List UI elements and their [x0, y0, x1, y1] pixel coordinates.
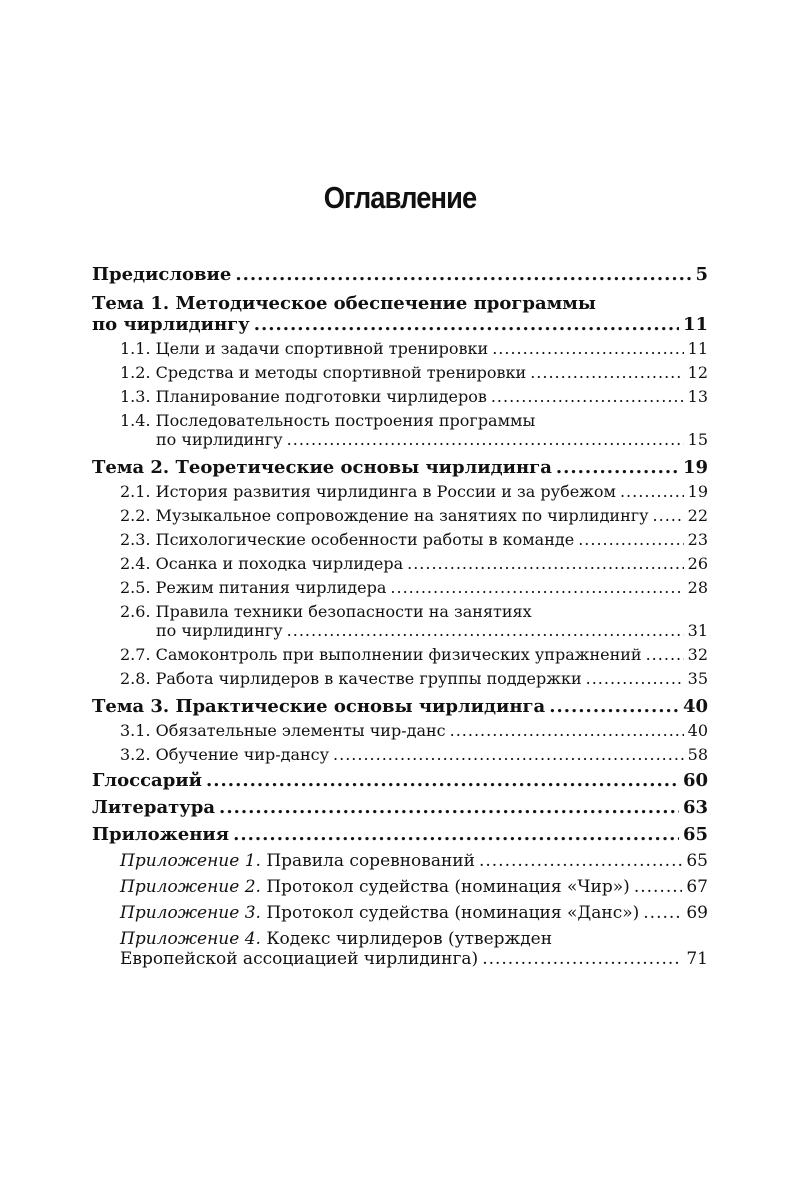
page-number: 65: [682, 824, 708, 845]
toc-entry-2-2[interactable]: [92, 506, 708, 525]
entry-title: Тема 3. Практические основы чирлидинга: [92, 696, 546, 717]
dot-leader: [646, 645, 684, 664]
page-number: 58: [687, 745, 708, 764]
dot-leader: [491, 387, 684, 406]
entry-title: 1.1. Цели и задачи спортивной тренировки: [120, 339, 489, 358]
page-number: 71: [686, 949, 708, 969]
dot-leader: [233, 824, 679, 845]
dot-leader: [653, 506, 684, 525]
entry-title: Приложения: [92, 824, 230, 845]
toc-entry-appendices[interactable]: [92, 824, 708, 845]
entry-title: по чирлидингу: [156, 430, 283, 449]
page-number: 13: [687, 387, 708, 406]
dot-leader: [254, 314, 679, 335]
toc-entry-topic-1[interactable]: [92, 293, 708, 335]
dot-leader: [643, 903, 682, 923]
entry-title: 2.5. Режим питания чирлидера: [120, 578, 387, 597]
page-number: 5: [695, 264, 708, 285]
page-number: 60: [682, 770, 708, 791]
entry-title: 3.2. Обучение чир-дансу: [120, 745, 330, 764]
toc-entry-1-3[interactable]: [92, 387, 708, 406]
dot-leader: [390, 578, 683, 597]
appendix-label: Приложение 1.: [120, 851, 261, 871]
page-number: 63: [682, 797, 708, 818]
toc-entry-1-2[interactable]: [92, 363, 708, 382]
toc-entry-literature[interactable]: [92, 797, 708, 818]
dot-leader: [549, 696, 679, 717]
entry-title: 2.8. Работа чирлидеров в качестве группы поддержки: [120, 669, 582, 688]
dot-leader: [578, 530, 683, 549]
dot-leader: [482, 949, 682, 969]
entry-title: 3.1. Обязательные элементы чир-данс: [120, 721, 446, 740]
page-number: 11: [687, 339, 708, 358]
dot-leader: [492, 339, 683, 358]
dot-leader: [333, 745, 684, 764]
dot-leader: [407, 554, 684, 573]
page-number: 31: [687, 621, 708, 640]
page-number: 40: [687, 721, 708, 740]
entry-title: 2.7. Самоконтроль при выполнении физических упражнений: [120, 645, 642, 664]
dot-leader: [479, 851, 682, 871]
toc-entry-topic-3[interactable]: [92, 696, 708, 717]
toc-entry-2-3[interactable]: [92, 530, 708, 549]
toc-entry-3-2[interactable]: [92, 745, 708, 764]
entry-title: Протокол судейства (номинация «Чир»): [266, 877, 630, 897]
entry-title: по чирлидингу: [156, 621, 283, 640]
entry-title: Правила соревнований: [266, 851, 475, 871]
entry-title-line-1: 2.6. Правила техники безопасности на занятиях: [120, 602, 532, 621]
appendix-label: Приложение 2.: [120, 877, 261, 897]
page-number: 32: [687, 645, 708, 664]
dot-leader: [450, 721, 684, 740]
dot-leader: [586, 669, 684, 688]
page-title: Оглавление: [323, 180, 477, 215]
entry-title: Литература: [92, 797, 216, 818]
page-number: 40: [682, 696, 708, 717]
toc-entry-2-1[interactable]: [92, 482, 708, 501]
entry-title: 2.2. Музыкальное сопровождение на занятиях по чирлидингу: [120, 506, 649, 525]
page-number: 15: [687, 430, 708, 449]
dot-leader: [620, 482, 684, 501]
dot-leader: [556, 457, 679, 478]
toc-entry-appendix-3[interactable]: [92, 903, 708, 923]
toc-entry-glossary[interactable]: [92, 770, 708, 791]
page-number: 69: [686, 903, 708, 923]
page-number: 65: [686, 851, 708, 871]
appendix-label: Приложение 4.: [120, 929, 261, 949]
toc-entry-preface[interactable]: [92, 264, 708, 285]
page-number: 19: [687, 482, 708, 501]
entry-title-line-1: 1.4. Последовательность построения программы: [120, 411, 536, 430]
page-number: 22: [687, 506, 708, 525]
page-number: 67: [686, 877, 708, 897]
table-of-contents: [92, 264, 708, 969]
entry-title: 1.2. Средства и методы спортивной тренировки: [120, 363, 527, 382]
entry-title-line-1: Кодекс чирлидеров (утвержден: [266, 929, 553, 949]
entry-title: Предисловие: [92, 264, 232, 285]
entry-title: Тема 2. Теоретические основы чирлидинга: [92, 457, 552, 478]
dot-leader: [287, 621, 684, 640]
toc-entry-2-6[interactable]: [92, 602, 708, 640]
toc-entry-appendix-4[interactable]: [92, 929, 708, 969]
appendix-label: Приложение 3.: [120, 903, 261, 923]
page-number: 23: [687, 530, 708, 549]
toc-entry-3-1[interactable]: [92, 721, 708, 740]
entry-title: 2.1. История развития чирлидинга в России и за рубежом: [120, 482, 616, 501]
toc-entry-2-4[interactable]: [92, 554, 708, 573]
toc-entry-appendix-2[interactable]: [92, 877, 708, 897]
page-number: 19: [682, 457, 708, 478]
page-number: 26: [687, 554, 708, 573]
toc-entry-2-5[interactable]: [92, 578, 708, 597]
toc-entry-2-7[interactable]: [92, 645, 708, 664]
entry-title: 2.3. Психологические особенности работы в команде: [120, 530, 575, 549]
entry-title: Глоссарий: [92, 770, 202, 791]
page-number: 12: [687, 363, 708, 382]
page-number: 35: [687, 669, 708, 688]
dot-leader: [206, 770, 679, 791]
entry-title: по чирлидингу: [92, 314, 250, 335]
toc-entry-appendix-1[interactable]: [92, 851, 708, 871]
toc-entry-topic-2[interactable]: [92, 457, 708, 478]
entry-title: Протокол судейства (номинация «Данс»): [266, 903, 640, 923]
page-number: 11: [682, 314, 708, 335]
entry-title: 2.4. Осанка и походка чирлидера: [120, 554, 404, 573]
toc-entry-1-4[interactable]: [92, 411, 708, 449]
entry-title-line-1: Тема 1. Методическое обеспечение программы: [92, 293, 596, 314]
toc-entry-2-8[interactable]: [92, 669, 708, 688]
dot-leader: [530, 363, 683, 382]
entry-title: Европейской ассоциацией чирлидинга): [120, 949, 479, 969]
dot-leader: [219, 797, 679, 818]
entry-title: 1.3. Планирование подготовки чирлидеров: [120, 387, 487, 406]
dot-leader: [235, 264, 691, 285]
page-number: 28: [687, 578, 708, 597]
toc-entry-1-1[interactable]: [92, 339, 708, 358]
dot-leader: [634, 877, 683, 897]
dot-leader: [287, 430, 684, 449]
